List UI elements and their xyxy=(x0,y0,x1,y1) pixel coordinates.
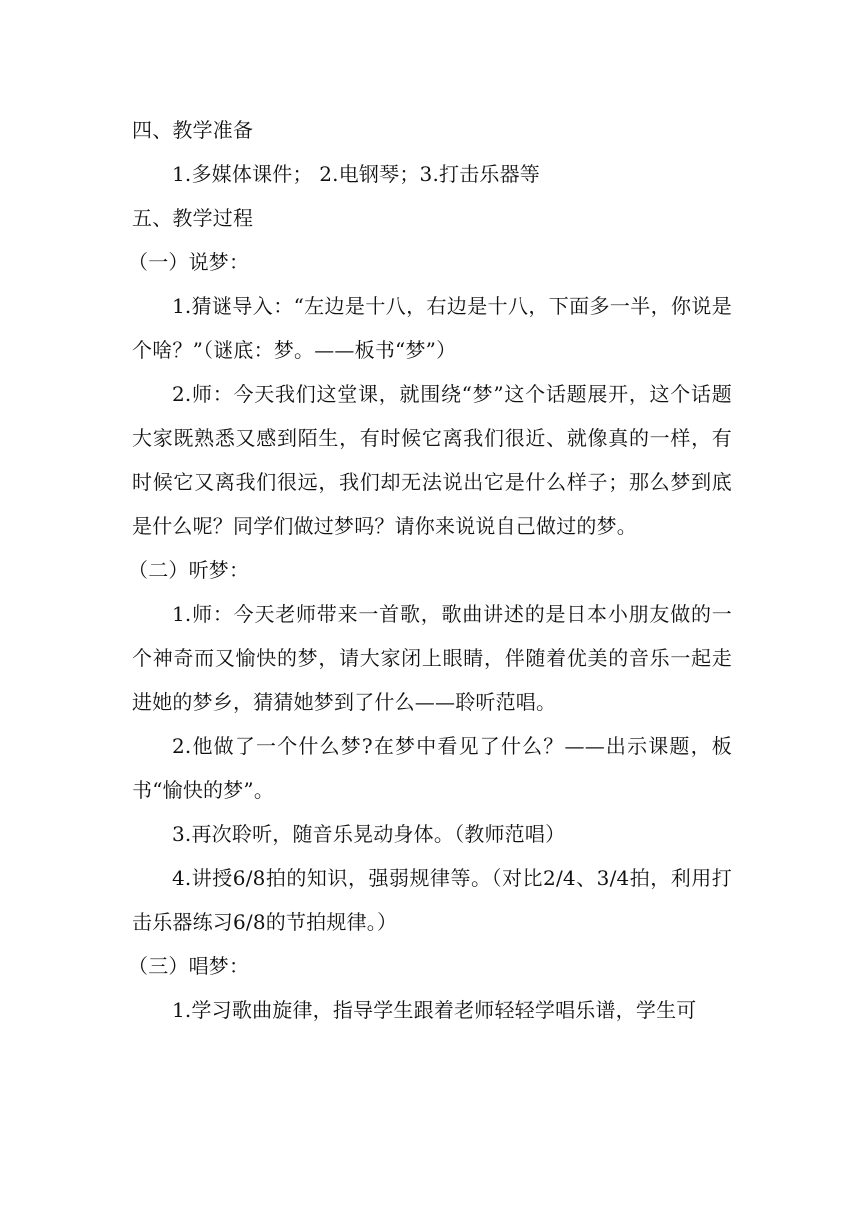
section-heading-process: 五、教学过程 xyxy=(132,206,254,230)
subheading-sing-dream: （三）唱梦： xyxy=(128,954,250,978)
subheading-listen-dream: （二）听梦： xyxy=(128,558,250,582)
paragraph-song-intro: 1.师：今天老师带来一首歌，歌曲讲述的是日本小朋友做的一个神奇而又愉快的梦，请大家闭上眼睛，伴随着优美的音乐一起走进她的梦乡，猜猜她梦到了什么——聆听范唱。 xyxy=(132,602,732,714)
paragraph-question-title: 2.他做了一个什么梦?在梦中看见了什么？——出示课题，板书“愉快的梦”。 xyxy=(132,734,732,802)
paragraph-melody-learning: 1.学习歌曲旋律，指导学生跟着老师轻轻学唱乐谱，学生可 xyxy=(172,998,697,1022)
paragraph-riddle-intro: 1.猜谜导入：“左边是十八，右边是十八，下面多一半，你说是个啥？”（谜底：梦。——板书“梦”） xyxy=(132,294,732,362)
subheading-talk-dream: （一）说梦： xyxy=(128,250,250,274)
paragraph-meter-teaching: 4.讲授6/8拍的知识，强弱规律等。（对比2/4、3/4拍，利用打击乐器练习6/8的节拍规律。） xyxy=(132,866,732,934)
section-heading-preparation: 四、教学准备 xyxy=(132,118,254,142)
paragraph-teacher-topic: 2.师：今天我们这堂课，就围绕“梦”这个话题展开，这个话题大家既熟悉又感到陌生，有时候它离我们很近、就像真的一样，有时候它又离我们很远，我们却无法说出它是什么样子；那么梦到底是什么呢？同学们做过梦吗？请你来说说自己做过的梦。 xyxy=(132,382,732,538)
document-body xyxy=(128,108,732,1032)
preparation-items: 1.多媒体课件； 2.电钢琴；3.打击乐器等 xyxy=(172,162,541,186)
paragraph-listen-again: 3.再次聆听，随音乐晃动身体。（教师范唱） xyxy=(172,822,566,846)
